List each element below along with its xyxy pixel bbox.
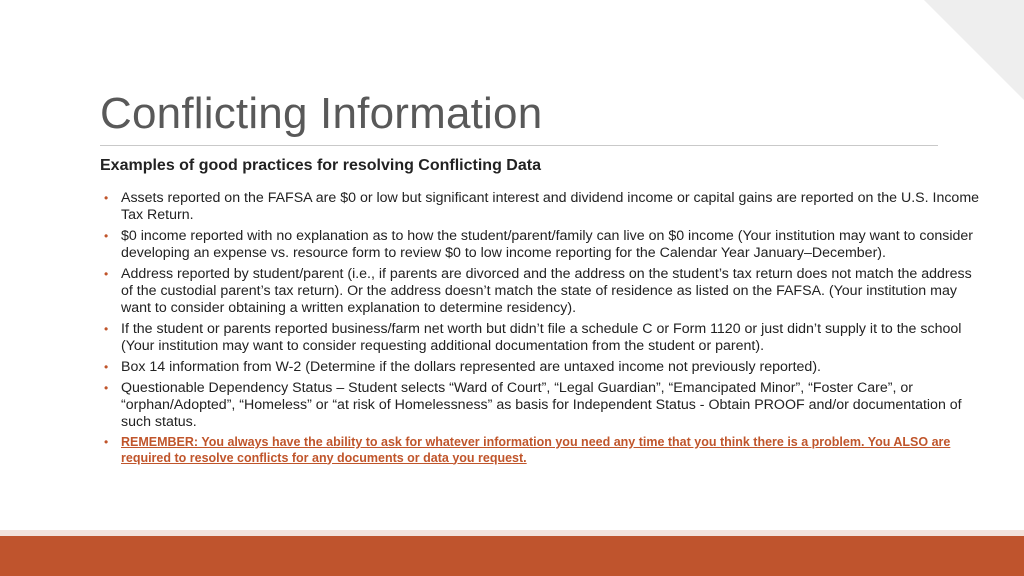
title-divider (100, 145, 938, 146)
list-item-text: Address reported by student/parent (i.e., if parents are divorced and the address on the student’s tax return does not match the address of the custodial parent’s tax return). Or the address doesn’t match the state of residence as listed on the FAFSA. (Your institution may want to consider obtaining a written explanation to determine residency). (121, 266, 972, 316)
list-item (104, 380, 984, 431)
bullet-icon: • (104, 435, 109, 449)
list-item-text: Box 14 information from W-2 (Determine if the dollars represented are untaxed income not previously reported). (121, 359, 821, 375)
bullet-list (104, 190, 984, 470)
list-item (104, 190, 984, 224)
list-item-text: Assets reported on the FAFSA are $0 or low but significant interest and dividend income or capital gains are reported on the U.S. Income Tax Return. (121, 190, 980, 223)
remember-note (104, 435, 984, 466)
bullet-icon: • (104, 360, 109, 374)
bullet-icon: • (104, 267, 109, 281)
bullet-icon: • (104, 229, 109, 243)
bullet-icon: • (104, 322, 109, 336)
list-item-text: Questionable Dependency Status – Student selects “Ward of Court”, “Legal Guardian”, “Emancipated Minor”, “Foster Care”, or “orphan/Adopted”, “Homeless” or “at risk of Homelessness” as basis for Independent Status - Obtain PROOF and/or documentation of such status. (121, 380, 962, 430)
remember-note-text: REMEMBER: You always have the ability to ask for whatever information you need any time that you think there is a problem. You ALSO are required to resolve conflicts for any documents or data you request. (121, 435, 951, 465)
list-item (104, 228, 984, 262)
footer-band (0, 536, 1024, 576)
list-item (104, 359, 984, 376)
list-item (104, 321, 984, 355)
slide-subtitle: Examples of good practices for resolving Conflicting Data (100, 157, 541, 174)
bullet-icon: • (104, 381, 109, 395)
list-item-text: $0 income reported with no explanation as to how the student/parent/family can live on $0 income (Your institution may want to consider developing an expense vs. resource form to review $0 to low income reporting for the Calendar Year January–December). (121, 228, 973, 261)
corner-decoration (924, 0, 1024, 100)
list-item (104, 266, 984, 317)
bullet-icon: • (104, 191, 109, 205)
page-title: Conflicting Information (100, 89, 543, 138)
list-item-text: If the student or parents reported business/farm net worth but didn’t file a schedule C or Form 1120 or just didn’t supply it to the school (Your institution may want to consider requesting additional documentation from the student or parent). (121, 321, 962, 354)
